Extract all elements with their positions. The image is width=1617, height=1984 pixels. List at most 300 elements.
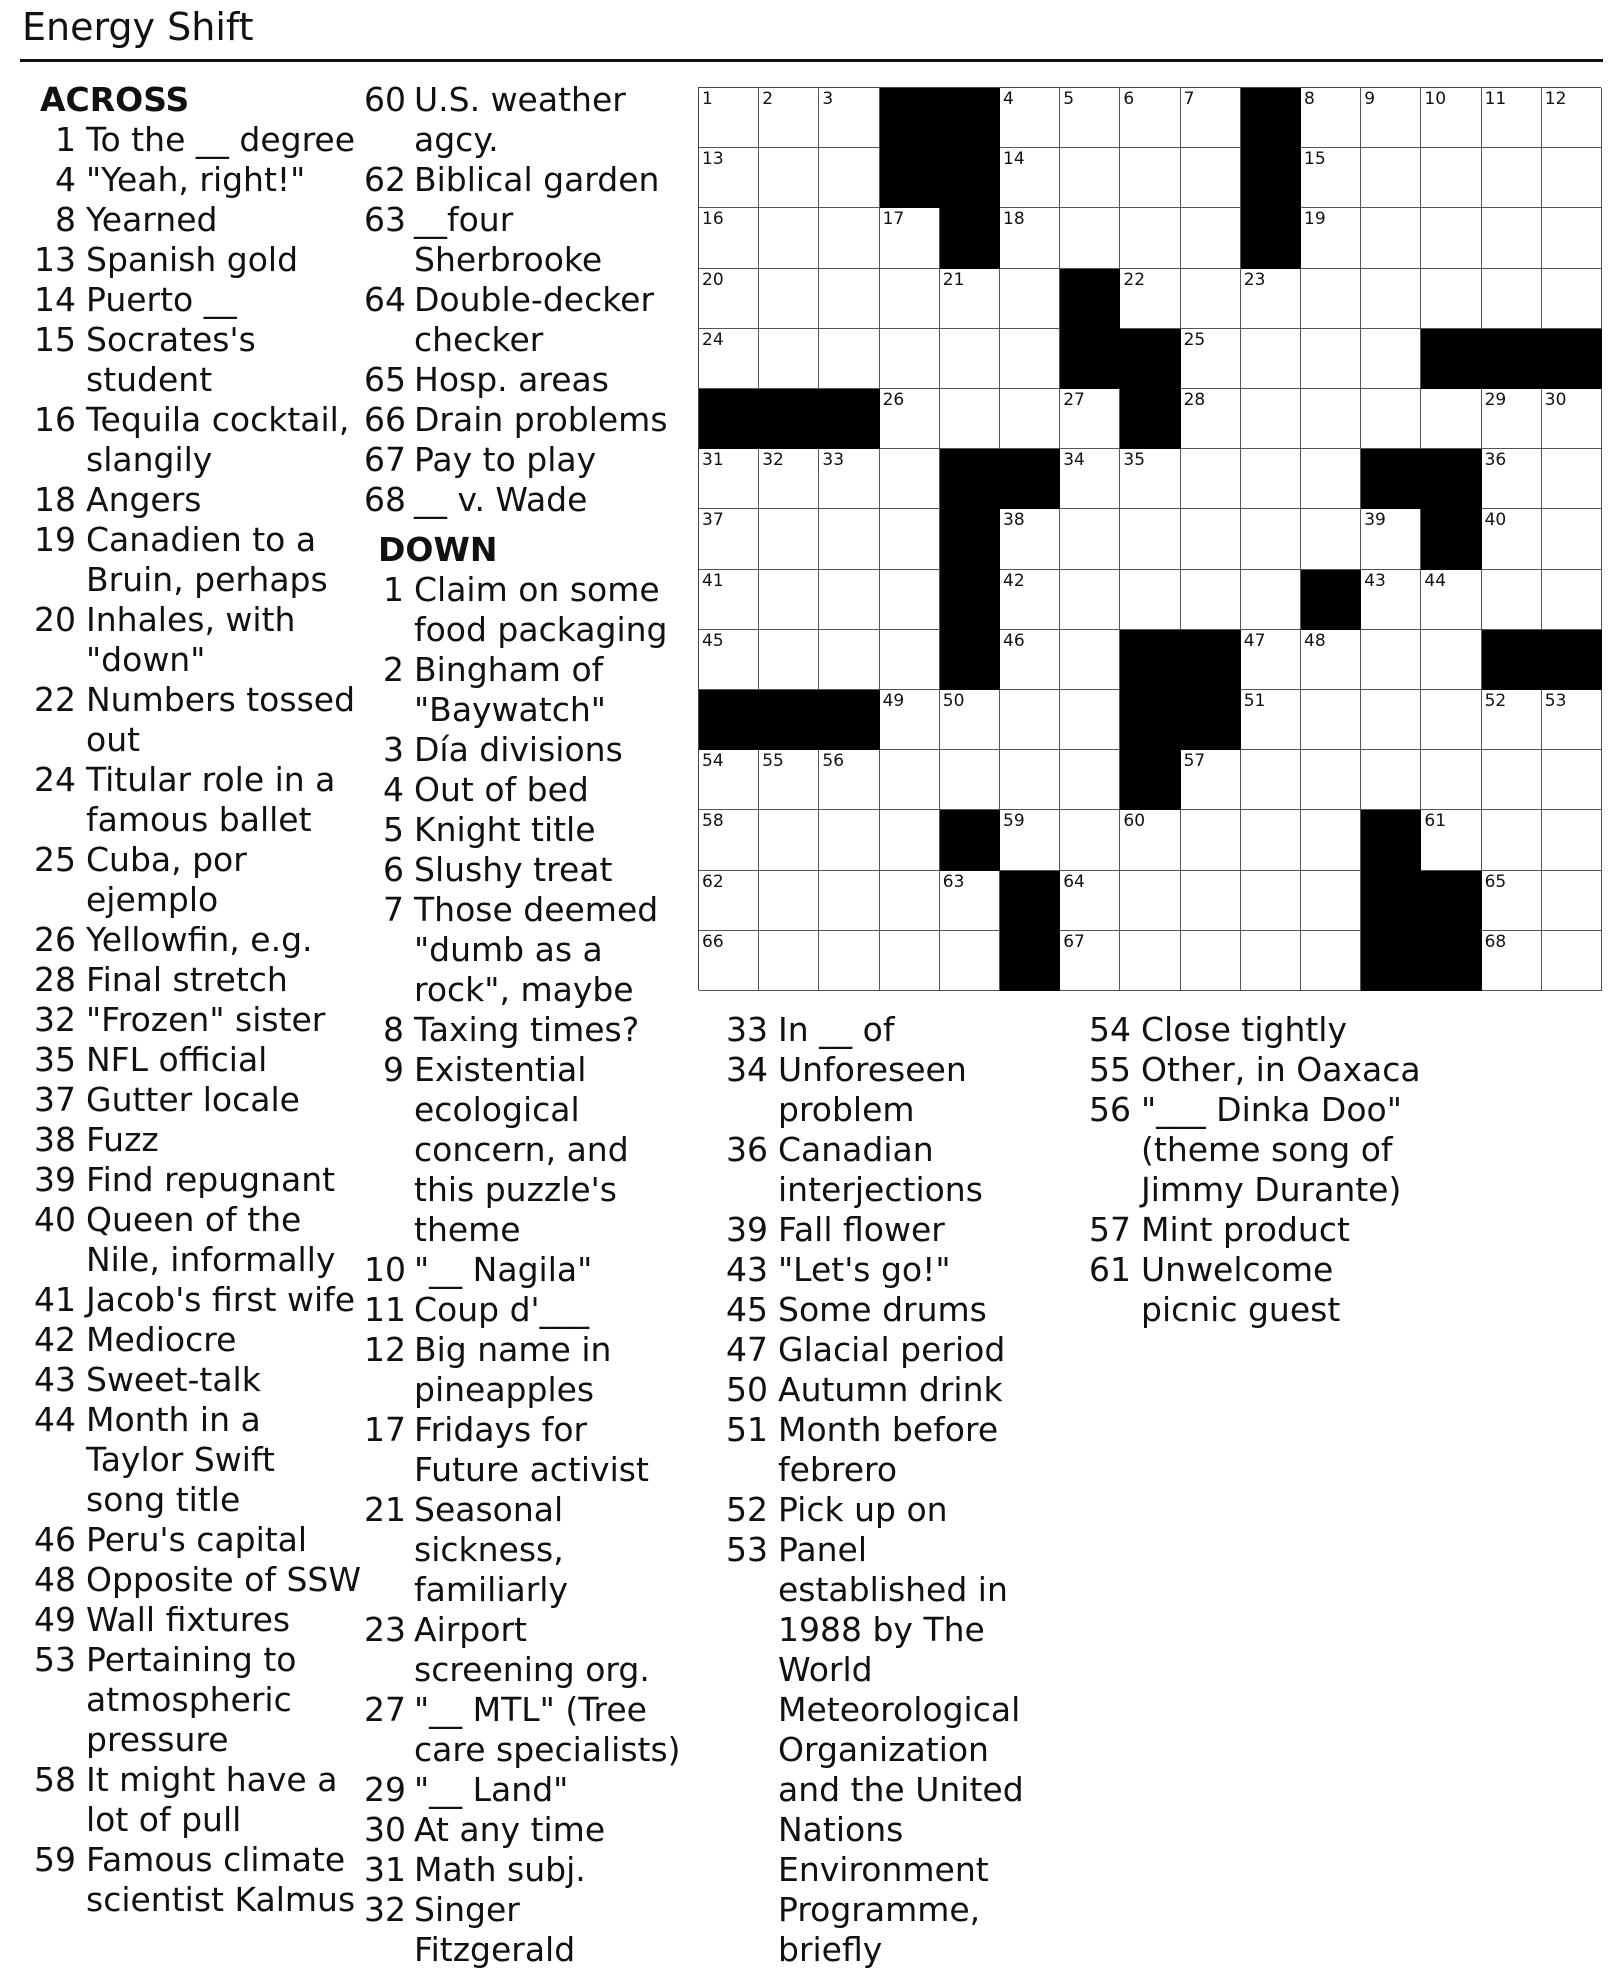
clue-text: Famous climate scientist Kalmus <box>86 1840 356 1919</box>
grid-cell[interactable] <box>1482 449 1542 509</box>
clue-text: "Let's go!" <box>778 1250 951 1289</box>
clue-item[interactable] <box>722 1210 1052 1250</box>
clue-item[interactable] <box>24 1200 364 1280</box>
clue-item[interactable] <box>24 400 364 480</box>
grid-cell[interactable] <box>1421 148 1481 208</box>
grid-cell[interactable] <box>880 871 940 931</box>
grid-cell[interactable] <box>1181 329 1241 389</box>
grid-cell[interactable] <box>819 509 879 569</box>
clue-item[interactable] <box>722 1490 1052 1530</box>
grid-cell[interactable] <box>1181 931 1241 991</box>
clue-item[interactable] <box>364 1810 684 1850</box>
clue-item[interactable] <box>24 280 364 320</box>
grid-cell[interactable] <box>1301 630 1361 690</box>
grid-cell[interactable] <box>1482 690 1542 750</box>
grid-cell[interactable] <box>1542 509 1602 569</box>
grid-cell[interactable] <box>759 449 819 509</box>
grid-cell[interactable] <box>759 871 819 931</box>
grid-cell[interactable] <box>1241 570 1301 630</box>
grid-block <box>1301 570 1361 630</box>
grid-cell[interactable] <box>940 931 1000 991</box>
grid-block <box>1120 750 1180 810</box>
grid-cell[interactable] <box>699 329 759 389</box>
clue-number: 18 <box>34 480 76 519</box>
clue-item[interactable] <box>24 1160 364 1200</box>
grid-cell[interactable] <box>1181 750 1241 810</box>
grid-cell[interactable] <box>699 750 759 810</box>
grid-cell[interactable] <box>1120 449 1180 509</box>
clue-item[interactable] <box>722 1290 1052 1330</box>
clue-item[interactable] <box>364 1250 684 1290</box>
clue-item[interactable] <box>364 280 684 360</box>
clue-text: Taxing times? <box>414 1010 640 1049</box>
grid-cell[interactable] <box>1241 750 1301 810</box>
clue-item[interactable] <box>24 680 364 760</box>
grid-cell[interactable] <box>940 871 1000 931</box>
grid-cell[interactable] <box>819 449 879 509</box>
grid-cell[interactable] <box>1181 269 1241 329</box>
grid-cell[interactable] <box>1542 871 1602 931</box>
grid-cell[interactable] <box>940 690 1000 750</box>
clue-item[interactable] <box>24 200 364 240</box>
grid-cell[interactable] <box>1301 148 1361 208</box>
grid-block <box>1120 630 1180 690</box>
clue-item[interactable] <box>24 1640 364 1760</box>
clue-text: Those deemed "dumb as a rock", maybe <box>414 890 659 1009</box>
grid-cell[interactable] <box>1482 208 1542 268</box>
grid-cell[interactable] <box>1301 750 1361 810</box>
grid-cell[interactable] <box>1000 148 1060 208</box>
grid-cell[interactable] <box>759 148 819 208</box>
grid-cell[interactable] <box>759 810 819 870</box>
grid-cell[interactable] <box>1542 88 1602 148</box>
grid-cell[interactable] <box>1241 871 1301 931</box>
clue-item[interactable] <box>364 1290 684 1330</box>
grid-cell[interactable] <box>1060 630 1120 690</box>
grid-cell[interactable] <box>1120 269 1180 329</box>
clue-item[interactable] <box>24 520 364 600</box>
clue-item[interactable] <box>364 1330 684 1410</box>
grid-cell[interactable] <box>1000 690 1060 750</box>
grid-cell[interactable] <box>1120 871 1180 931</box>
grid-cell[interactable] <box>1181 509 1241 569</box>
grid-cell[interactable] <box>1060 148 1120 208</box>
clue-text: Month in a Taylor Swift song title <box>86 1400 275 1519</box>
grid-cell[interactable] <box>880 329 940 389</box>
grid-cell[interactable] <box>880 690 940 750</box>
clue-text: __four Sherbrooke <box>414 200 603 279</box>
grid-cell[interactable] <box>759 88 819 148</box>
clue-item[interactable] <box>24 1400 364 1520</box>
grid-cell[interactable] <box>1181 449 1241 509</box>
clue-item[interactable] <box>24 840 364 920</box>
grid-cell[interactable] <box>699 449 759 509</box>
grid-cell[interactable] <box>880 931 940 991</box>
clue-item[interactable] <box>24 1040 364 1080</box>
grid-cell[interactable] <box>1421 630 1481 690</box>
cell-number: 39 <box>1364 510 1386 531</box>
clue-number: 35 <box>34 1040 76 1079</box>
grid-cell[interactable] <box>819 88 879 148</box>
grid-cell[interactable] <box>1000 389 1060 449</box>
clue-item[interactable] <box>364 850 684 890</box>
clue-item[interactable] <box>24 760 364 840</box>
grid-cell[interactable] <box>1120 570 1180 630</box>
clue-item[interactable] <box>24 920 364 960</box>
grid-cell[interactable] <box>1361 148 1421 208</box>
grid-cell[interactable] <box>819 810 879 870</box>
grid-cell[interactable] <box>1421 810 1481 870</box>
clue-item[interactable] <box>364 730 684 770</box>
grid-cell[interactable] <box>1542 750 1602 810</box>
grid-cell[interactable] <box>1060 810 1120 870</box>
cell-number: 3 <box>822 89 834 109</box>
grid-cell[interactable] <box>699 810 759 870</box>
cell-number: 45 <box>702 630 724 651</box>
grid-cell[interactable] <box>1181 389 1241 449</box>
crossword-grid[interactable] <box>698 87 1601 990</box>
grid-cell[interactable] <box>1241 269 1301 329</box>
clue-item[interactable] <box>364 890 684 1010</box>
grid-cell[interactable] <box>1301 329 1361 389</box>
clue-item[interactable] <box>364 650 684 730</box>
clue-item[interactable] <box>364 440 684 480</box>
grid-cell[interactable] <box>940 329 1000 389</box>
clue-text: To the __ degree <box>86 120 356 159</box>
grid-cell[interactable] <box>699 148 759 208</box>
grid-cell[interactable] <box>759 509 819 569</box>
cell-number: 50 <box>942 691 965 711</box>
cell-number: 25 <box>1183 329 1206 350</box>
grid-cell[interactable] <box>880 208 940 268</box>
cell-number: 57 <box>1183 751 1206 772</box>
grid-cell[interactable] <box>1301 389 1361 449</box>
clue-item[interactable] <box>24 1600 364 1640</box>
grid-cell[interactable] <box>1060 570 1120 630</box>
grid-cell[interactable] <box>759 269 819 329</box>
grid-cell[interactable] <box>1241 509 1301 569</box>
grid-cell[interactable] <box>880 570 940 630</box>
grid-cell[interactable] <box>1542 269 1602 329</box>
grid-cell[interactable] <box>1301 269 1361 329</box>
grid-cell[interactable] <box>1542 389 1602 449</box>
clue-item[interactable] <box>364 1050 684 1250</box>
clue-item[interactable] <box>1085 1250 1425 1330</box>
grid-cell[interactable] <box>1241 449 1301 509</box>
grid-cell[interactable] <box>1181 88 1241 148</box>
grid-cell[interactable] <box>880 630 940 690</box>
clue-item[interactable] <box>722 1050 1052 1130</box>
grid-block <box>1060 329 1120 389</box>
grid-cell[interactable] <box>1000 570 1060 630</box>
grid-cell[interactable] <box>1000 329 1060 389</box>
grid-cell[interactable] <box>1482 88 1542 148</box>
grid-cell[interactable] <box>1482 269 1542 329</box>
down-heading: DOWN <box>378 530 498 569</box>
grid-cell[interactable] <box>819 630 879 690</box>
grid-cell[interactable] <box>1241 630 1301 690</box>
clue-item[interactable] <box>24 240 364 280</box>
clue-item[interactable] <box>364 1770 684 1810</box>
grid-cell[interactable] <box>1542 931 1602 991</box>
clue-item[interactable] <box>364 570 684 650</box>
grid-cell[interactable] <box>880 269 940 329</box>
cell-number: 29 <box>1484 390 1507 410</box>
grid-block <box>1060 269 1120 329</box>
grid-cell[interactable] <box>699 88 759 148</box>
cell-number: 44 <box>1424 570 1447 591</box>
grid-cell[interactable] <box>1361 570 1421 630</box>
grid-cell[interactable] <box>1060 509 1120 569</box>
grid-cell[interactable] <box>1421 570 1481 630</box>
grid-cell[interactable] <box>1000 208 1060 268</box>
clue-item[interactable] <box>364 1890 684 1970</box>
clue-number: 32 <box>364 1890 406 1929</box>
grid-cell[interactable] <box>1000 88 1060 148</box>
grid-cell[interactable] <box>1542 449 1602 509</box>
grid-cell[interactable] <box>759 931 819 991</box>
clue-item[interactable] <box>24 1840 364 1920</box>
grid-cell[interactable] <box>1482 750 1542 810</box>
grid-cell[interactable] <box>1060 690 1120 750</box>
grid-cell[interactable] <box>1120 88 1180 148</box>
grid-cell[interactable] <box>1482 389 1542 449</box>
grid-cell[interactable] <box>759 208 819 268</box>
grid-cell[interactable] <box>940 389 1000 449</box>
grid-cell[interactable] <box>699 570 759 630</box>
clue-item[interactable] <box>722 1250 1052 1290</box>
clue-item[interactable] <box>1085 1210 1425 1250</box>
clue-item[interactable] <box>24 120 364 160</box>
grid-cell[interactable] <box>819 269 879 329</box>
grid-cell[interactable] <box>819 871 879 931</box>
grid-cell[interactable] <box>1000 750 1060 810</box>
grid-cell[interactable] <box>1120 208 1180 268</box>
grid-cell[interactable] <box>759 630 819 690</box>
grid-cell[interactable] <box>1542 690 1602 750</box>
clue-item[interactable] <box>364 360 684 400</box>
clue-item[interactable] <box>722 1410 1052 1490</box>
grid-cell[interactable] <box>1542 570 1602 630</box>
grid-cell[interactable] <box>1542 810 1602 870</box>
grid-cell[interactable] <box>1060 750 1120 810</box>
clue-number: 4 <box>55 160 76 199</box>
grid-cell[interactable] <box>1000 269 1060 329</box>
grid-cell[interactable] <box>880 509 940 569</box>
grid-cell[interactable] <box>1361 88 1421 148</box>
clue-text: Coup d'___ <box>414 1290 590 1329</box>
clue-item[interactable] <box>364 770 684 810</box>
clue-item[interactable] <box>24 320 364 400</box>
clue-item[interactable] <box>364 1410 684 1490</box>
clue-item[interactable] <box>364 160 684 200</box>
clue-column-1 <box>24 80 364 1920</box>
grid-cell[interactable] <box>1482 931 1542 991</box>
clue-number: 64 <box>364 280 406 319</box>
grid-cell[interactable] <box>1421 690 1481 750</box>
grid-cell[interactable] <box>759 570 819 630</box>
clue-item[interactable] <box>24 1000 364 1040</box>
clue-item[interactable] <box>24 1520 364 1560</box>
grid-cell[interactable] <box>1361 389 1421 449</box>
clue-item[interactable] <box>364 1490 684 1610</box>
grid-cell[interactable] <box>1241 389 1301 449</box>
clue-item[interactable] <box>722 1530 1052 1970</box>
clue-item[interactable] <box>24 1560 364 1600</box>
grid-cell[interactable] <box>1060 931 1120 991</box>
clue-item[interactable] <box>364 80 684 160</box>
grid-cell[interactable] <box>1181 208 1241 268</box>
grid-cell[interactable] <box>1301 449 1361 509</box>
grid-cell[interactable] <box>1482 148 1542 208</box>
grid-cell[interactable] <box>1361 208 1421 268</box>
grid-cell[interactable] <box>1482 509 1542 569</box>
grid-cell[interactable] <box>880 750 940 810</box>
grid-cell[interactable] <box>1120 810 1180 870</box>
clue-item[interactable] <box>364 480 684 520</box>
cell-number: 66 <box>702 931 724 952</box>
cell-number: 36 <box>1484 450 1507 471</box>
grid-cell[interactable] <box>1301 88 1361 148</box>
grid-cell[interactable] <box>1301 690 1361 750</box>
grid-cell[interactable] <box>1181 810 1241 870</box>
clue-text: Biblical garden <box>414 160 660 199</box>
grid-cell[interactable] <box>1542 208 1602 268</box>
grid-cell[interactable] <box>1241 329 1301 389</box>
grid-cell[interactable] <box>940 750 1000 810</box>
grid-cell[interactable] <box>1421 269 1481 329</box>
clue-item[interactable] <box>722 1370 1052 1410</box>
grid-cell[interactable] <box>1000 630 1060 690</box>
grid-cell[interactable] <box>1060 208 1120 268</box>
clue-text: It might have a lot of pull <box>86 1760 338 1839</box>
grid-cell[interactable] <box>1120 148 1180 208</box>
clue-item[interactable] <box>24 960 364 1000</box>
grid-cell[interactable] <box>1361 269 1421 329</box>
clue-item[interactable] <box>24 600 364 680</box>
grid-cell[interactable] <box>1361 630 1421 690</box>
grid-cell[interactable] <box>1301 208 1361 268</box>
clue-item[interactable] <box>364 400 684 440</box>
cell-number: 32 <box>762 450 784 471</box>
clue-item[interactable] <box>1085 1090 1425 1210</box>
clue-number: 1 <box>55 120 76 159</box>
grid-cell[interactable] <box>1421 750 1481 810</box>
grid-cell[interactable] <box>1482 570 1542 630</box>
grid-cell[interactable] <box>1241 810 1301 870</box>
clue-item[interactable] <box>722 1010 1052 1050</box>
grid-cell[interactable] <box>1361 509 1421 569</box>
grid-cell[interactable] <box>1301 871 1361 931</box>
grid-cell[interactable] <box>1421 88 1481 148</box>
grid-cell[interactable] <box>699 509 759 569</box>
clue-item[interactable] <box>24 1320 364 1360</box>
grid-cell[interactable] <box>1181 570 1241 630</box>
clue-number: 42 <box>34 1320 76 1359</box>
grid-cell[interactable] <box>880 810 940 870</box>
grid-cell[interactable] <box>699 630 759 690</box>
grid-cell[interactable] <box>1361 750 1421 810</box>
grid-cell[interactable] <box>819 148 879 208</box>
grid-cell[interactable] <box>1421 389 1481 449</box>
grid-cell[interactable] <box>1181 148 1241 208</box>
clue-item[interactable] <box>364 1610 684 1690</box>
clue-item[interactable] <box>364 810 684 850</box>
grid-cell[interactable] <box>1301 509 1361 569</box>
grid-cell[interactable] <box>1120 931 1180 991</box>
clue-item[interactable] <box>364 1010 684 1050</box>
grid-cell[interactable] <box>699 269 759 329</box>
grid-cell[interactable] <box>1542 148 1602 208</box>
clue-item[interactable] <box>24 1080 364 1120</box>
clue-number: 36 <box>726 1130 768 1169</box>
clue-item[interactable] <box>24 1120 364 1160</box>
grid-cell[interactable] <box>1241 690 1301 750</box>
grid-cell[interactable] <box>880 389 940 449</box>
grid-cell[interactable] <box>819 329 879 389</box>
grid-cell[interactable] <box>1060 449 1120 509</box>
clue-item[interactable] <box>24 1280 364 1320</box>
grid-cell[interactable] <box>1482 810 1542 870</box>
cell-number: 14 <box>1003 149 1025 170</box>
cell-number: 7 <box>1183 89 1195 109</box>
grid-cell[interactable] <box>1361 329 1421 389</box>
grid-cell[interactable] <box>940 269 1000 329</box>
grid-cell[interactable] <box>819 208 879 268</box>
grid-cell[interactable] <box>1421 208 1481 268</box>
grid-cell[interactable] <box>1241 931 1301 991</box>
grid-cell[interactable] <box>1482 871 1542 931</box>
grid-cell[interactable] <box>699 931 759 991</box>
grid-cell[interactable] <box>699 208 759 268</box>
grid-cell[interactable] <box>1060 871 1120 931</box>
grid-cell[interactable] <box>1181 871 1241 931</box>
grid-cell[interactable] <box>1060 88 1120 148</box>
grid-block <box>759 690 819 750</box>
clue-item[interactable] <box>24 160 364 200</box>
grid-block <box>1421 449 1481 509</box>
clue-item[interactable] <box>24 1360 364 1400</box>
clue-number: 68 <box>364 480 406 519</box>
clue-text: Glacial period <box>778 1330 1006 1369</box>
clue-item[interactable] <box>722 1330 1052 1370</box>
clue-number: 20 <box>34 600 76 639</box>
clue-item[interactable] <box>1085 1050 1425 1090</box>
clue-item[interactable] <box>722 1130 1052 1210</box>
grid-cell[interactable] <box>819 570 879 630</box>
grid-cell[interactable] <box>1000 810 1060 870</box>
grid-cell[interactable] <box>699 871 759 931</box>
clue-item[interactable] <box>24 480 364 520</box>
grid-cell[interactable] <box>819 931 879 991</box>
grid-cell[interactable] <box>1060 389 1120 449</box>
clue-item[interactable] <box>24 1760 364 1840</box>
clue-item[interactable] <box>364 200 684 280</box>
grid-cell[interactable] <box>880 449 940 509</box>
grid-cell[interactable] <box>759 329 819 389</box>
grid-cell[interactable] <box>1301 931 1361 991</box>
grid-cell[interactable] <box>1120 509 1180 569</box>
grid-cell[interactable] <box>1301 810 1361 870</box>
clue-item[interactable] <box>364 1690 684 1770</box>
grid-cell[interactable] <box>759 750 819 810</box>
clue-item[interactable] <box>1085 1010 1425 1050</box>
grid-cell[interactable] <box>1000 509 1060 569</box>
grid-cell[interactable] <box>819 750 879 810</box>
cell-number: 4 <box>1003 89 1014 109</box>
clue-item[interactable] <box>364 1850 684 1890</box>
grid-cell[interactable] <box>1361 690 1421 750</box>
